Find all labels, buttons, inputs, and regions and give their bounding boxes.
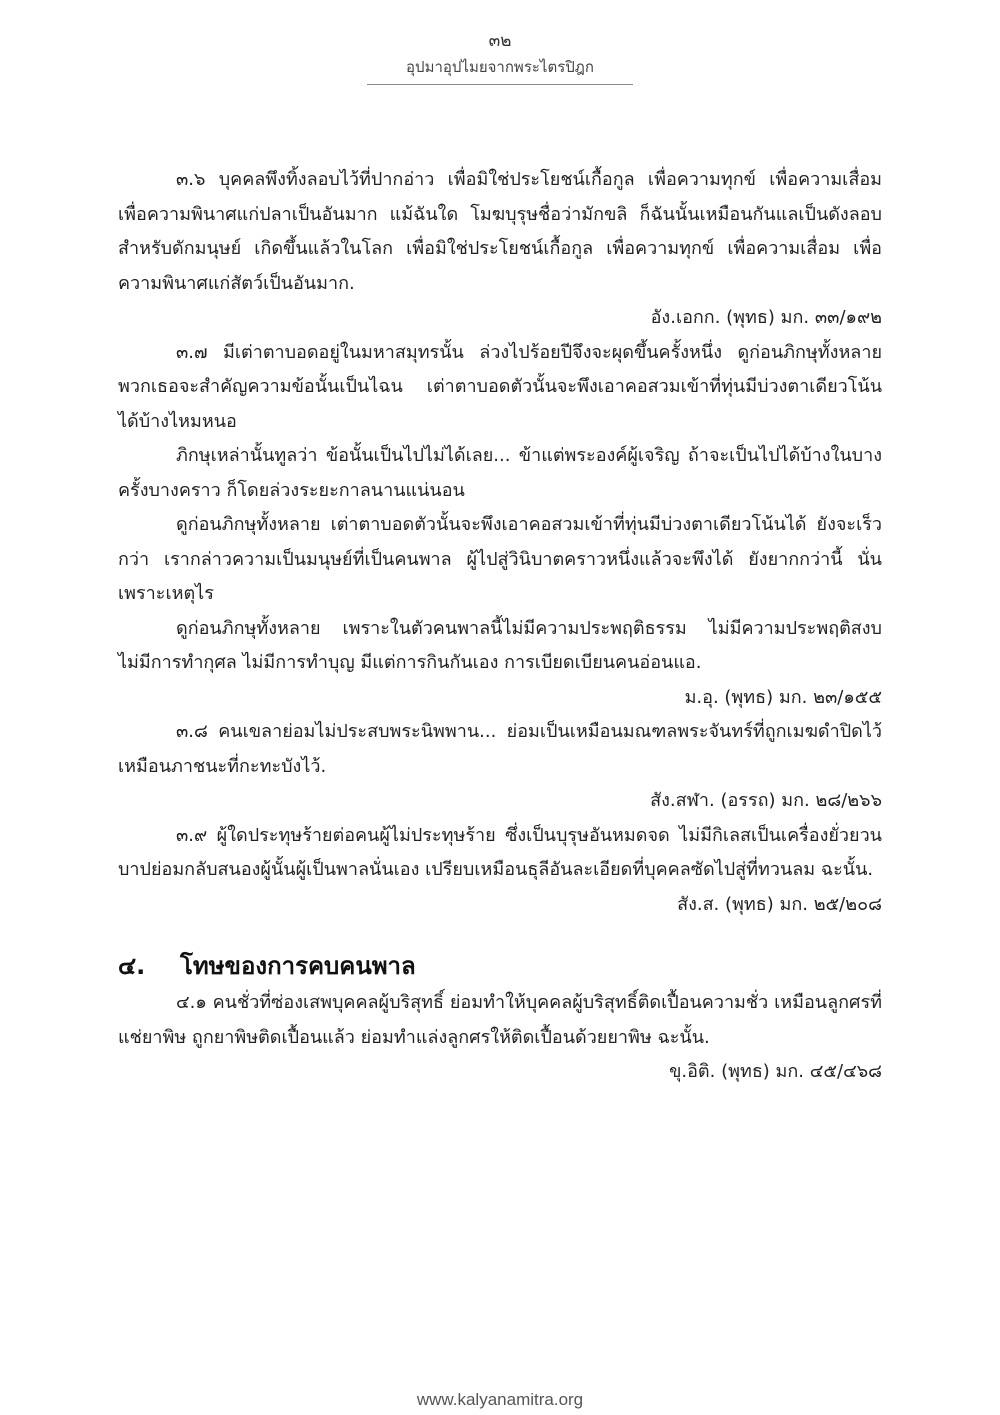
footer-url: www.kalyanamitra.org [416, 1390, 584, 1409]
paragraph-3-9: ๓.๙ ผู้ใดประทุษร้ายต่อคนผู้ไม่ประทุษร้าย ซึ่งเป็นบุรุษอันหมดจด ไม่มีกิเลสเป็นเครื่องยั่วยวน บาปย่อมกลับสนองผู้นั้นผู้เป็นพาลนั่นเอง เปรียบเหมือนธุลีอันละเอียดที่บุคคลซัดไปสู่ที่ทวนลม ฉะนั้น. [118, 824, 882, 880]
reference-3-8: สัง.สฬา. (อรรถ) มก. ๒๘/๒๖๖ [650, 790, 882, 811]
reference-3-9: สัง.ส. (พุทธ) มก. ๒๕/๒๐๘ [677, 893, 882, 915]
paragraph-3-7-answer: ดูก่อนภิกษุทั้งหลาย เต่าตาบอดตัวนั้นจะพึงเอาคอสวมเข้าที่ทุ่นมีบ่วงตาเดียวโน้นได้ ยังจะเร็วกว่า เรากล่าวความเป็นมนุษย์ที่เป็นคนพาล ผู้ไปสู่วินิบาตคราวหนึ่งแล้วจะพึงได้ ยังยากกว่านี้ นั่นเพราะเหตุไร [118, 514, 882, 604]
header-divider [367, 84, 633, 85]
paragraph-3-7-reason: ดูก่อนภิกษุทั้งหลาย เพราะในตัวคนพาลนี้ไม่มีความประพฤติธรรม ไม่มีความประพฤติสงบ ไม่มีการทำกุศล ไม่มีการทำบุญ มีแต่การกินกันเอง การเบียดเบียนคนอ่อนแอ. [118, 617, 882, 673]
section-title: โทษของการคบคนพาล [180, 952, 416, 980]
paragraph-3-7: ๓.๗ มีเต่าตาบอดอยู่ในมหาสมุทรนั้น ล่วงไปร้อยปีจึงจะผุดขึ้นครั้งหนึ่ง ดูก่อนภิกษุทั้งหลาย พวกเธอจะสำคัญความข้อนั้นเป็นไฉน เต่าตาบอดตัวนั้นจะพึงเอาคอสวมเข้าที่ทุ่นมีบ่วงตาเดียวโน้นได้บ้างไหมหนอ [118, 341, 882, 432]
reference-3-6: อัง.เอกก. (พุทธ) มก. ๓๓/๑๙๒ [650, 307, 882, 328]
page-header [0, 30, 1000, 85]
reference-4-1: ขุ.อิติ. (พุทธ) มก. ๔๕/๔๖๘ [669, 1061, 882, 1082]
paragraph-3-7-reply: ภิกษุเหล่านั้นทูลว่า ข้อนั้นเป็นไปไม่ได้เลย... ข้าแต่พระองค์ผู้เจริญ ถ้าจะเป็นไปได้บ้างในบางครั้งบางคราว ก็โดยล่วงระยะกาลนานแน่นอน [118, 445, 882, 501]
paragraph-3-6: ๓.๖ บุคคลพึงทิ้งลอบไว้ที่ปากอ่าว เพื่อมิใช่ประโยชน์เกื้อกูล เพื่อความทุกข์ เพื่อความเสื่อม เพื่อความพินาศแก่ปลาเป็นอันมาก แม้ฉันใด โมฆบุรุษชื่อว่ามักขลิ ก็ฉันนั้นเหมือนกันแลเป็นดังลอบสำหรับดักมนุษย์ เกิดขึ้นแล้วในโลก เพื่อมิใช่ประโยชน์เกื้อกูล เพื่อความทุกข์ เพื่อความเสื่อม เพื่อความพินาศแก่สัตว์เป็นอันมาก. [118, 169, 882, 294]
section-number: ๔. [118, 952, 146, 980]
section-heading-4 [118, 946, 882, 986]
paragraph-4-1: ๔.๑ คนชั่วที่ซ่องเสพบุคคลผู้บริสุทธิ์ ย่อมทำให้บุคคลผู้บริสุทธิ์ติดเปื้อนความชั่ว เหมือนลูกศรที่แช่ยาพิษ ถูกยาพิษติดเปื้อนแล้ว ย่อมทำแล่งลูกศรให้ติดเปื้อนด้วยยาพิษ ฉะนั้น. [118, 992, 882, 1048]
paragraph-3-8: ๓.๘ คนเขลาย่อมไม่ประสบพระนิพพาน... ย่อมเป็นเหมือนมณฑลพระจันทร์ที่ถูกเมฆดำปิดไว้ เหมือนภาชนะที่กะทะบังไว้. [118, 721, 882, 777]
page-content [118, 163, 882, 1090]
reference-3-7: ม.อุ. (พุทธ) มก. ๒๓/๑๕๕ [684, 686, 882, 708]
page-number: ๓๒ [488, 31, 512, 51]
book-title: อุปมาอุปไมยจากพระไตรปิฎก [406, 58, 594, 76]
